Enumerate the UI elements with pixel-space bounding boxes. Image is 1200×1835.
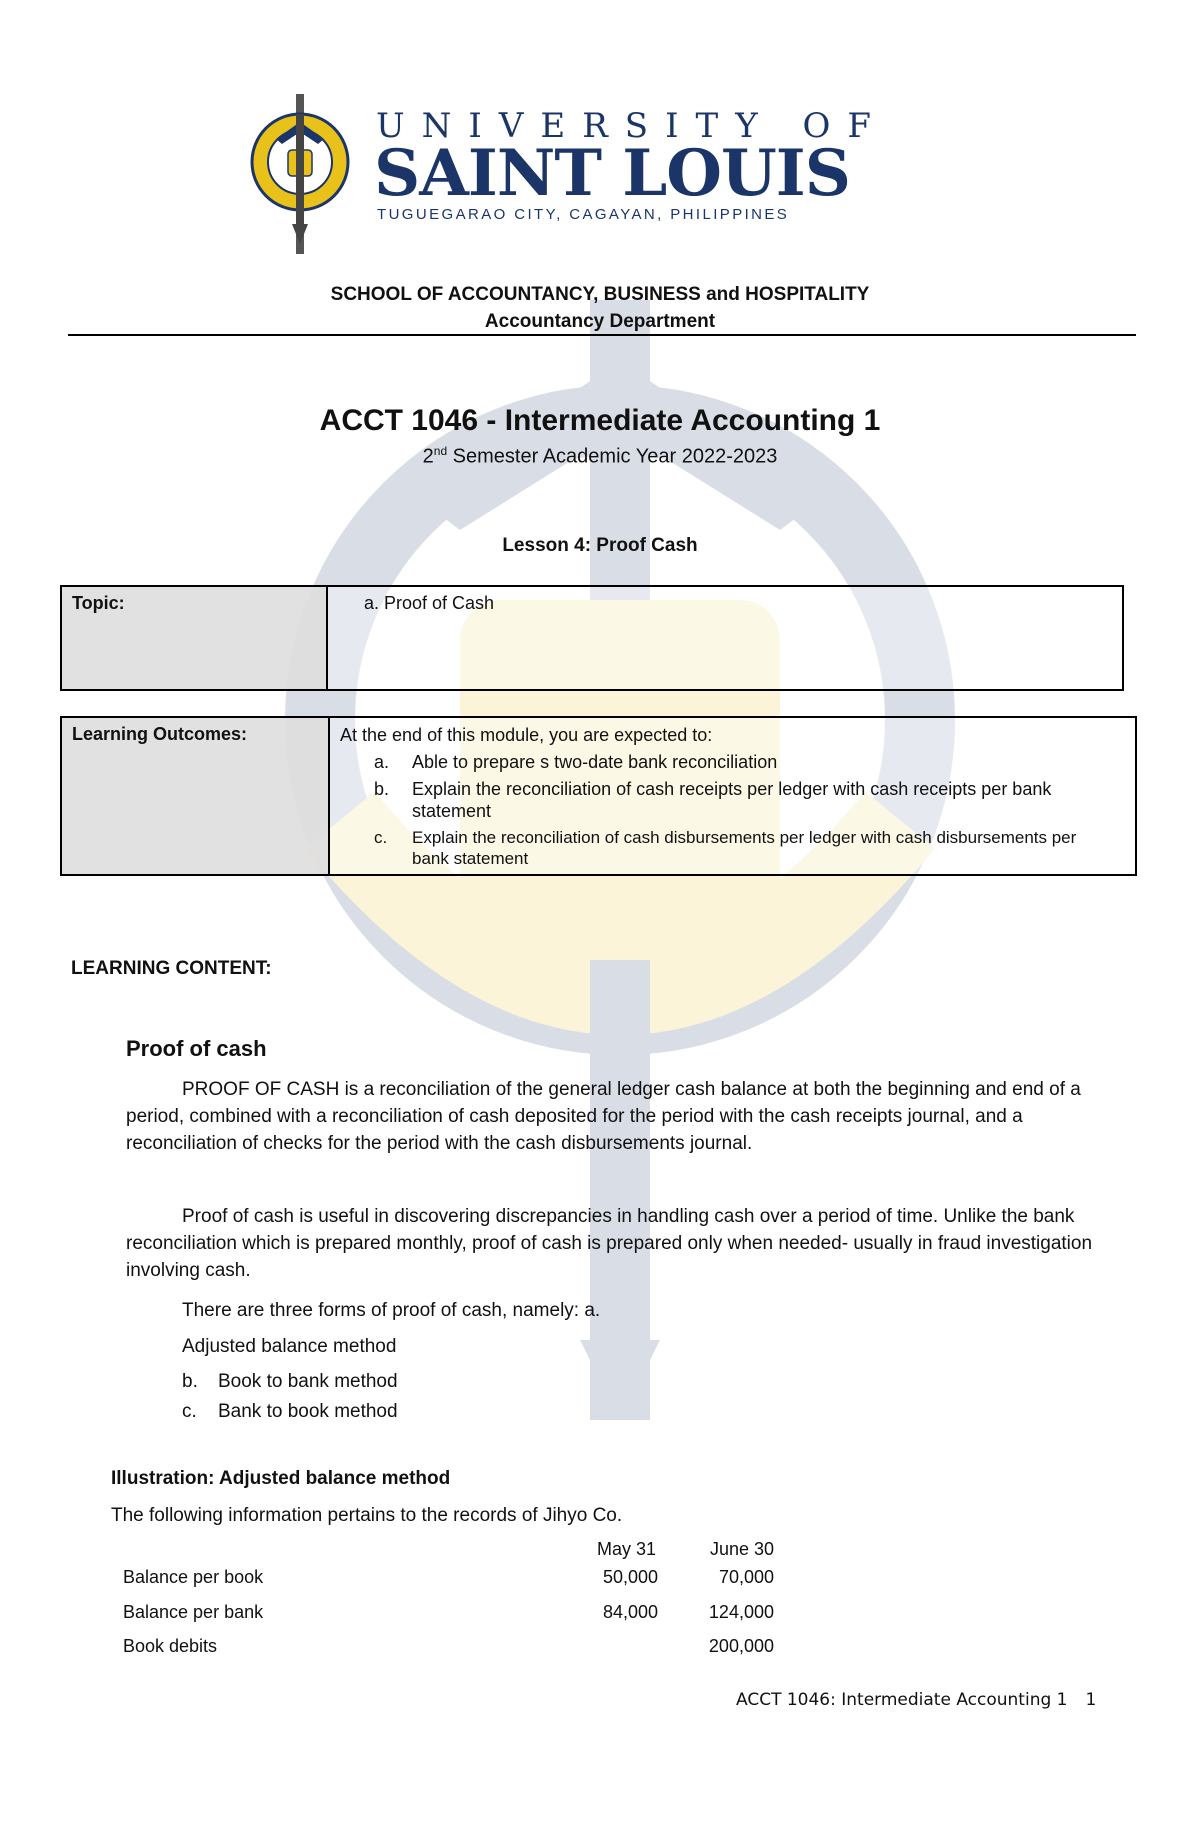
school-name: SCHOOL OF ACCOUNTANCY, BUSINESS and HOSPITALITY (330, 284, 870, 305)
university-seal-logo (240, 94, 360, 254)
footer-course-code: ACCT 1046 (736, 1690, 831, 1710)
form-text: Bank to book method (218, 1401, 398, 1422)
paragraph-usefulness: Proof of cash is useful in discovering discrepancies in handling cash over a period of time. Unlike the bank reconciliation which is prepared monthly, proof of cash is prepared only when needed- usually in fraud investigation involving cash. (126, 1206, 1093, 1281)
outcome-text: Explain the reconciliation of cash receipts per ledger with cash receipts per bank statement (412, 779, 1052, 821)
page-footer (736, 1690, 1096, 1710)
page-number: 1 (1085, 1690, 1097, 1710)
semester-number: 2 (422, 445, 434, 468)
topic-label-cell (62, 587, 328, 689)
topic-table (60, 585, 1124, 691)
outcome-marker: a. (374, 752, 390, 772)
university-name-line2: SAINT LOUIS (374, 136, 850, 211)
topic-label: Topic: (72, 593, 125, 613)
course-title: ACCT 1046 - Intermediate Accounting 1 (319, 404, 881, 437)
university-location: TUGUEGARAO CITY, CAGAYAN, PHILIPPINES (377, 206, 790, 223)
semester-line (0, 444, 1200, 469)
lesson-title: Lesson 4: Proof Cash (502, 535, 698, 556)
form-item (182, 1371, 398, 1393)
form-text: Book to bank method (218, 1371, 398, 1392)
forms-intro: There are three forms of proof of cash, namely: a. (182, 1300, 601, 1321)
learning-outcomes-label-cell (62, 718, 330, 874)
row-value-june: 200,000 (708, 1636, 774, 1656)
outcome-text: Explain the reconciliation of cash disbursements per ledger with cash disbursements per bank statement (412, 828, 1077, 868)
form-item (182, 1401, 398, 1423)
illustration-title: Illustration: Adjusted balance method (111, 1468, 451, 1489)
section-title: Proof of cash (126, 1036, 267, 1061)
row-value-may: 50,000 (602, 1567, 658, 1587)
learning-outcomes-table (60, 716, 1137, 876)
learning-outcomes-label: Learning Outcomes: (72, 724, 248, 744)
university-name-line1: UNIVERSITY OF (376, 106, 888, 146)
learning-outcomes-intro: At the end of this module, you are expected to: (340, 725, 713, 745)
row-label: Book debits (123, 1636, 218, 1656)
column-header-june: June 30 (709, 1539, 774, 1559)
paragraph-definition: PROOF OF CASH is a reconciliation of the general ledger cash balance at both the beginning and end of a period, combined with a reconciliation of cash deposited for the period with the cash receipts journal, and a reconciliation of checks for the period with the cash disbursements journal. (126, 1079, 1081, 1154)
form-marker: c. (182, 1401, 197, 1422)
form-item-a: Adjusted balance method (182, 1336, 397, 1357)
row-value-june: 70,000 (718, 1567, 774, 1587)
row-label: Balance per book (123, 1567, 264, 1587)
form-marker: b. (182, 1371, 198, 1392)
outcome-marker: b. (374, 779, 390, 799)
outcome-marker: c. (374, 828, 388, 847)
row-value-may: 84,000 (602, 1602, 658, 1622)
semester-text: Semester Academic Year 2022-2023 (447, 445, 778, 468)
outcome-text: Able to prepare s two-date bank reconciliation (412, 752, 778, 772)
header-divider (68, 334, 1136, 336)
row-label: Balance per bank (123, 1602, 264, 1622)
learning-content-heading: LEARNING CONTENT: (71, 958, 272, 979)
topic-value: a. Proof of Cash (364, 593, 495, 613)
column-header-may: May 31 (596, 1539, 656, 1559)
row-value-june: 124,000 (708, 1602, 774, 1622)
footer-course-name: : Intermediate Accounting 1 (830, 1690, 1068, 1710)
department-name: Accountancy Department (484, 311, 716, 332)
semester-suffix: nd (433, 444, 448, 458)
illustration-intro: The following information pertains to the records of Jihyo Co. (111, 1505, 623, 1526)
